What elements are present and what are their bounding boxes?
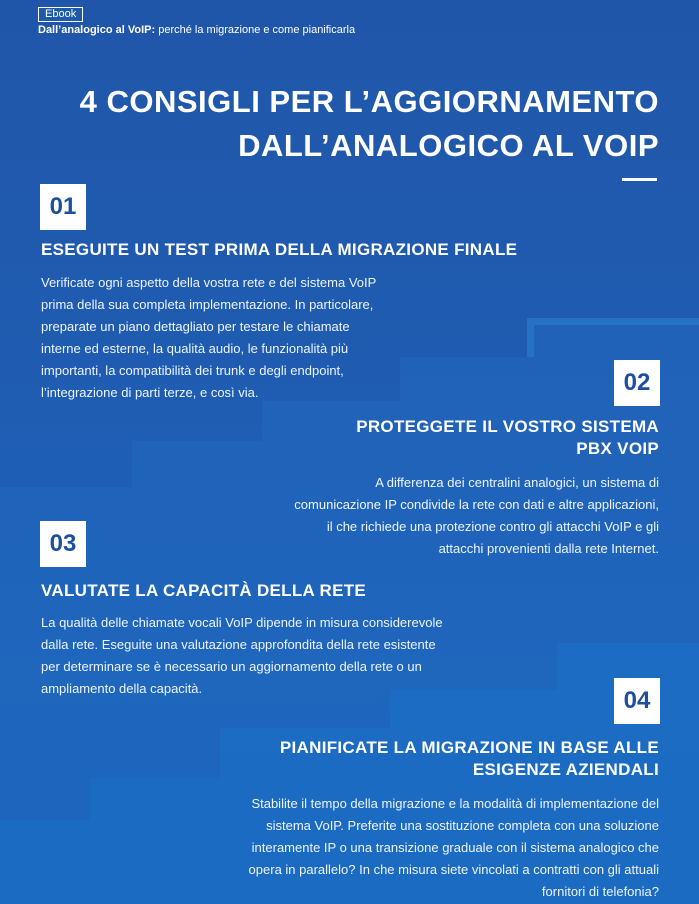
- tip-04-heading-line: ESIGENZE AZIENDALI: [472, 760, 659, 779]
- title-line-2: DALL’ANALOGICO AL VOIP: [238, 128, 659, 163]
- tip-04-heading-line: PIANIFICATE LA MIGRAZIONE IN BASE ALLE: [279, 738, 659, 757]
- subtitle-bold: Dall’analogico al VoIP:: [38, 24, 156, 36]
- title-underline: [622, 178, 657, 181]
- ebook-tag: Ebook: [38, 7, 83, 22]
- tip-02-heading-line: PROTEGGETE IL VOSTRO SISTEMA: [356, 417, 659, 436]
- tip-number-03: 03: [40, 521, 86, 567]
- tip-01-line: interne ed esterne, la qualità audio, le funzionalità più: [41, 341, 349, 356]
- tip-04-line: interamente IP o una transizione graduale con il sistema analogico che: [251, 840, 659, 855]
- tip-number-02: 02: [614, 360, 660, 406]
- tip-04-line: Stabilite il tempo della migrazione e la modalità di implementazione del: [251, 796, 659, 811]
- tip-03-line: per determinare se è necessario un aggiornamento della rete o un: [41, 659, 422, 674]
- ebook-subtitle: [38, 24, 355, 36]
- tip-heading-02: [259, 416, 659, 460]
- tip-heading-03: VALUTATE LA CAPACITÀ DELLA RETE: [41, 581, 367, 600]
- tip-04-line: fornitori di telefonia?: [541, 884, 659, 899]
- tip-heading-04: [199, 737, 659, 781]
- page-title: [19, 80, 659, 168]
- tip-04-line: sistema VoIP. Preferite una sostituzione completa con una soluzione: [266, 818, 659, 833]
- tip-number-04: 04: [614, 678, 660, 724]
- tip-01-line: l’integrazione di parti terze, e così via.: [41, 385, 259, 400]
- tip-01-line: prima della sua completa implementazione. In particolare,: [41, 297, 374, 312]
- tip-01-line: preparate un piano dettagliato per testare le chiamate: [41, 319, 350, 334]
- tip-02-line: il che richiede una protezione contro gli attacchi VoIP e gli: [326, 519, 659, 534]
- tip-03-line: La qualità delle chiamate vocali VoIP dipende in misura considerevole: [41, 615, 443, 630]
- tip-body-04: [189, 793, 659, 903]
- tip-body-02: [209, 472, 659, 560]
- tip-01-line: Verificate ogni aspetto della vostra rete e del sistema VoIP: [41, 275, 377, 290]
- tip-01-line: importanti, la compatibilità dei trunk e degli endpoint,: [41, 363, 344, 378]
- tip-03-line: ampliamento della capacità.: [41, 681, 203, 696]
- subtitle-rest: perché la migrazione e come pianificarla: [158, 24, 356, 36]
- tip-02-heading-line: PBX VOIP: [576, 439, 659, 458]
- tip-number-01: 01: [40, 184, 86, 230]
- tip-body-01: [41, 272, 441, 404]
- tip-heading-01: ESEGUITE UN TEST PRIMA DELLA MIGRAZIONE FINALE: [41, 240, 518, 259]
- tip-03-line: dalla rete. Eseguite una valutazione approfondita della rete esistente: [41, 637, 436, 652]
- tip-body-03: [41, 612, 491, 700]
- tip-02-line: comunicazione IP condivide la rete con dati e altre applicazioni,: [294, 497, 659, 512]
- tip-04-line: opera in parallelo? In che misura siete vincolati a contratti con gli attuali: [248, 862, 659, 877]
- title-line-1: 4 CONSIGLI PER L’AGGIORNAMENTO: [79, 84, 659, 119]
- tip-02-line: A differenza dei centralini analogici, un sistema di: [375, 475, 659, 490]
- tip-02-line: attacchi provenienti dalla rete Internet.: [438, 541, 659, 556]
